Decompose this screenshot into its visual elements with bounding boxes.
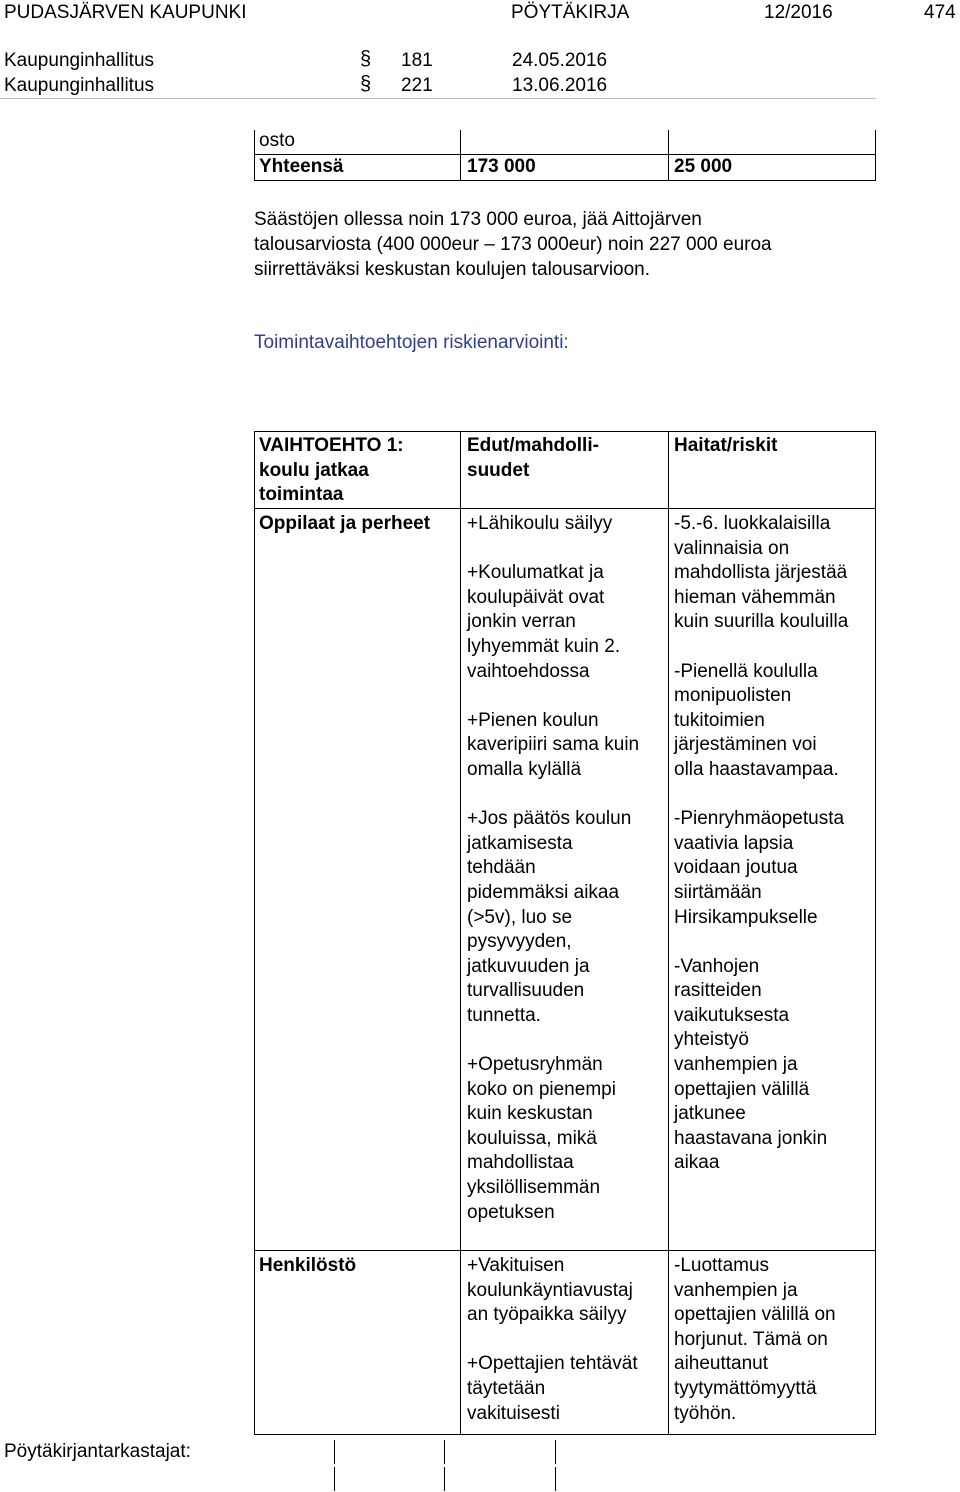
section-heading: Toimintavaihtoehtojen riskienarviointi: [254,332,569,353]
risk-row-benefits [467,1254,638,1426]
risk-item: -5.-6. luokkalaisilla valinnaisia on mahdollista järjestää hieman vähemmän kuin suurilla kouluilla [674,513,849,633]
benefit-item: +Opettajien tehtävät täytetään vakituisesti [467,1353,638,1424]
header-divider [0,98,876,99]
benefit-item: +Vakituisen koulunkäyntiavustaj an työpaikka säilyy [467,1255,633,1326]
risk-item: -Pienryhmäopetusta vaativia lapsia voidaan joutua siirtämään Hirsikampukselle [674,808,845,928]
risk-table-header-risks: Haitat/riskit [674,435,778,456]
cost-value: 25 000 [674,156,733,177]
summary-line: siirrettäväksi keskustan koulujen talousarvioon. [254,259,651,280]
meeting-body: Kaupunginhallitus [4,50,155,71]
meeting-date: 13.06.2016 [512,75,608,96]
risk-row-risks [674,1254,836,1426]
risk-row-label: Oppilaat ja perheet [259,513,431,534]
risk-table-header-benefits: Edut/mahdolli- suudet [467,435,599,481]
benefit-item: +Koulumatkat ja koulupäivät ovat jonkin verran lyhyemmät kuin 2. vaihtoehdossa [467,562,621,682]
summary-line: Säästöjen ollessa noin 173 000 euroa, jää Aittojärven [254,209,702,230]
cost-row-label: Yhteensä [259,156,344,177]
risk-row-label: Henkilöstö [259,1255,357,1276]
summary-line: talousarviosta (400 000eur – 173 000eur) noin 227 000 euroa [254,234,772,255]
doc-type: PÖYTÄKIRJA [511,2,630,23]
reviewers-label: Pöytäkirjantarkastajat: [4,1441,191,1462]
risk-item: -Pienellä koululla monipuolisten tukitoimien järjestäminen voi olla haastavampaa. [674,660,839,780]
meeting-section: 221 [401,75,433,96]
risk-item: -Vanhojen rasitteiden vaikutuksesta yhteistyö vanhempien ja opettajien välillä jatkunee haastavana jonkin aikaa [674,955,828,1174]
risk-row-benefits [467,512,639,1225]
cost-row-label: osto [259,130,295,151]
cost-value: 173 000 [467,156,536,177]
section-mark-icon: § [360,48,372,70]
risk-item: -Luottamus vanhempien ja opettajien välillä on horjunut. Tämä on aiheuttanut tyytymättömyyttä työhön. [674,1255,836,1424]
doc-number: 12/2016 [764,2,833,23]
benefit-item: +Lähikoulu säilyy [467,513,613,534]
section-mark-icon: § [360,73,372,95]
benefit-item: +Pienen koulun kaveripiiri sama kuin omalla kylällä [467,709,640,780]
meeting-date: 24.05.2016 [512,50,608,71]
meeting-section: 181 [401,50,433,71]
risk-table-header-option: VAIHTOEHTO 1: koulu jatkaa toimintaa [259,435,404,506]
benefit-item: +Opetusryhmän koko on pienempi kuin keskustan kouluissa, mikä mahdollistaa yksilöllisemmän opetuksen [467,1054,616,1223]
risk-row-risks [674,512,848,1176]
benefit-item: +Jos päätös koulun jatkamisesta tehdään pidemmäksi aikaa (>5v), luo se pysyvyyden, jatkuvuuden ja turvallisuuden tunnetta. [467,808,632,1026]
org-name: PUDASJÄRVEN KAUPUNKI [4,2,247,23]
meeting-body: Kaupunginhallitus [4,75,155,96]
page-number: 474 [924,2,956,23]
